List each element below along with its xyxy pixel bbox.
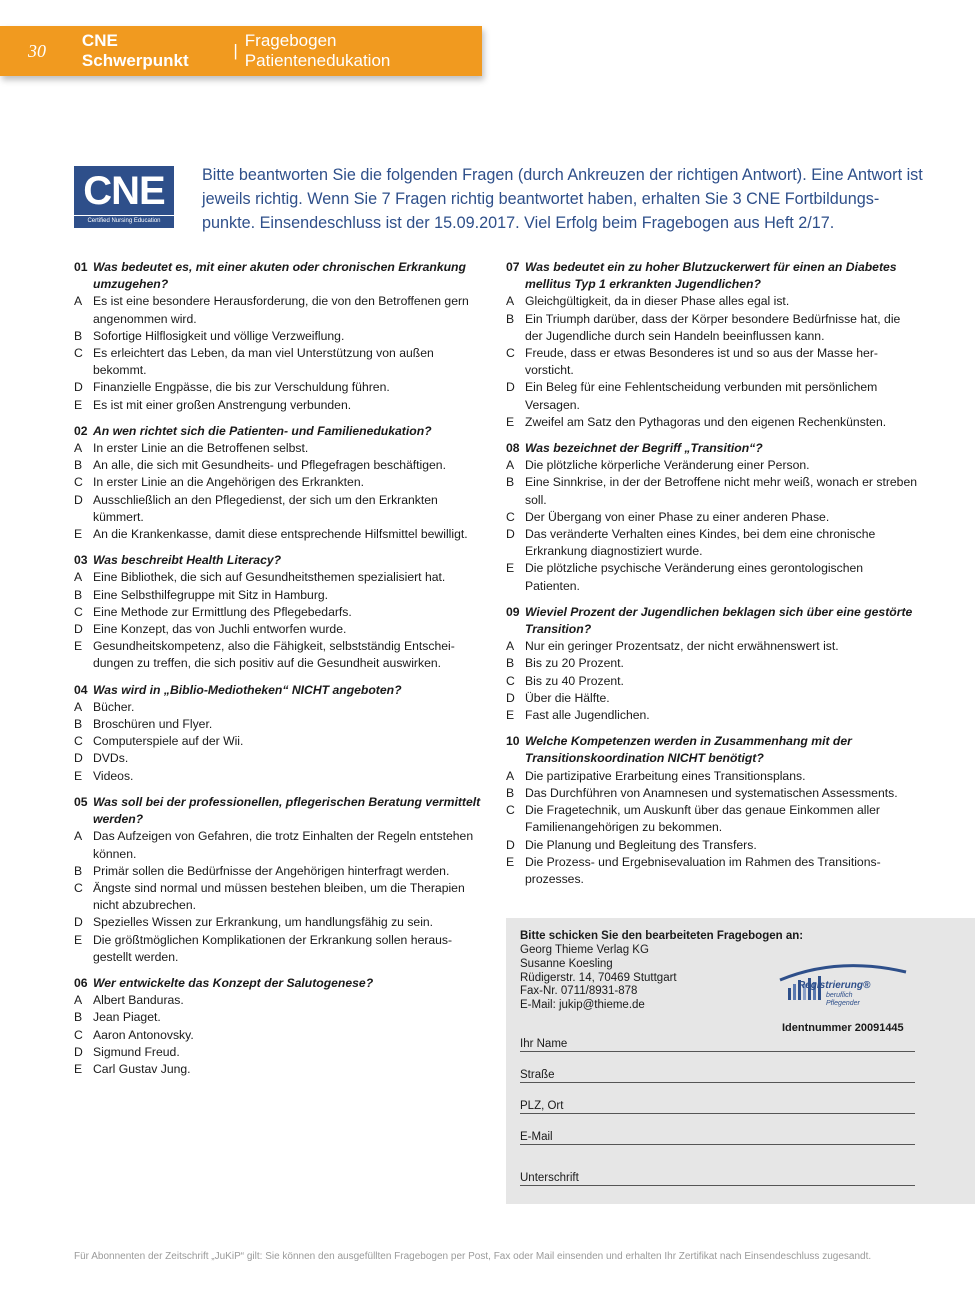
- question-heading: [74, 794, 486, 828]
- answer-option[interactable]: [506, 638, 918, 655]
- cne-logo-subtext: Certified Nursing Education: [74, 215, 174, 224]
- answer-option[interactable]: [74, 328, 486, 345]
- option-letter: B: [74, 717, 83, 732]
- question: [506, 440, 918, 595]
- name-field[interactable]: [520, 1038, 915, 1052]
- question-text: Wer entwickelte das Konzept der Salutogenese?: [93, 975, 374, 990]
- option-text: Ängste sind normal und müssen bestehen bleiben, um die Therapien nicht abzubrechen.: [93, 880, 465, 913]
- question-text: Was bedeutet ein zu hoher Blutzuckerwert für einen an Diabetes mellitus Typ 1 erkrankten Jugendlichen?: [525, 260, 897, 292]
- question-number: 02: [74, 423, 88, 438]
- option-text: Ein Beleg für eine Fehlentscheidung verbunden mit persönlichem Versagen.: [525, 380, 878, 412]
- question-heading: [506, 440, 918, 457]
- answer-option[interactable]: [74, 768, 486, 785]
- form-address: [520, 944, 677, 1013]
- option-letter: E: [506, 854, 515, 869]
- question-text: An wen richtet sich die Patienten- und Familienedukation?: [93, 423, 432, 438]
- option-text: Eine Konzept, das von Juchli entworfen wurde.: [93, 622, 347, 637]
- answer-option[interactable]: [74, 587, 486, 604]
- option-text: Es ist mit einer großen Anstrengung verbunden.: [93, 397, 352, 412]
- option-text: Der Übergang von einer Phase zu einer anderen Phase.: [525, 509, 830, 524]
- answer-option[interactable]: [74, 621, 486, 638]
- option-letter: A: [506, 768, 515, 783]
- option-text: Eine Methode zur Ermittlung des Pflegebedarfs.: [93, 604, 352, 619]
- option-text: Das veränderte Verhalten eines Kindes, bei dem eine chronische Erkrankung diagnostiziert wurde.: [525, 527, 876, 559]
- question: [506, 733, 918, 888]
- answer-option[interactable]: [74, 716, 486, 733]
- option-text: Finanzielle Engpässe, die bis zur Verschuldung führen.: [93, 380, 390, 395]
- answer-option[interactable]: [74, 699, 486, 716]
- option-text: Broschüren und Flyer.: [93, 717, 213, 732]
- option-letter: E: [506, 414, 515, 429]
- option-letter: D: [506, 837, 515, 852]
- option-letter: D: [74, 492, 83, 507]
- option-text: Es erleichtert das Leben, da man viel Unterstützung von außen bekommt.: [93, 346, 434, 378]
- option-letter: A: [506, 294, 515, 309]
- option-text: Fast alle Jugendlichen.: [525, 708, 650, 723]
- option-letter: C: [506, 803, 515, 818]
- answer-option[interactable]: [74, 1009, 486, 1026]
- question-text: Wieviel Prozent der Jugendlichen beklagen sich über eine gestörte Transition?: [525, 604, 913, 637]
- option-text: Gleichgültigkeit, da in dieser Phase alles egal ist.: [525, 294, 790, 309]
- answer-option[interactable]: [506, 509, 918, 526]
- answer-option[interactable]: [74, 293, 486, 327]
- option-letter: D: [74, 1044, 83, 1059]
- question-heading: [506, 733, 918, 767]
- question: [74, 975, 486, 1078]
- question: [74, 682, 486, 785]
- option-text: Die Planung und Begleitung des Transfers.: [525, 837, 757, 852]
- option-text: DVDs.: [93, 751, 129, 766]
- form-title: Bitte schicken Sie den bearbeiteten Fragebogen an:: [520, 930, 804, 942]
- page-number: 30: [28, 40, 46, 61]
- answer-option[interactable]: [506, 707, 918, 724]
- option-text: Primär sollen die Bedürfnisse der Angehörigen hinterfragt werden.: [93, 863, 450, 878]
- registration-subtitle: [826, 992, 860, 1008]
- answer-option[interactable]: [74, 604, 486, 621]
- question-heading: [74, 682, 486, 699]
- answer-option[interactable]: [506, 768, 918, 785]
- answer-option[interactable]: [74, 526, 486, 543]
- option-text: Die größtmöglichen Komplikationen der Erkrankung sollen heraus-gestellt werden.: [93, 932, 453, 964]
- option-text: Videos.: [93, 768, 134, 783]
- option-letter: B: [74, 1010, 83, 1025]
- option-letter: D: [506, 527, 515, 542]
- email-label: E-Mail: [520, 1131, 553, 1143]
- option-text: Bücher.: [93, 699, 135, 714]
- cne-logo-text: CNE: [83, 168, 165, 213]
- option-text: Eine Selbsthilfegruppe mit Sitz in Hamburg.: [93, 587, 329, 602]
- questions-left-column: [74, 259, 486, 1087]
- option-text: Über die Hälfte.: [525, 690, 610, 705]
- question-number: 10: [506, 734, 520, 749]
- question-number: 04: [74, 682, 88, 697]
- question-number: 01: [74, 260, 88, 274]
- option-letter: A: [506, 639, 515, 654]
- option-text: Carl Gustav Jung.: [93, 1061, 191, 1076]
- answer-option[interactable]: [74, 932, 486, 966]
- option-letter: C: [74, 475, 83, 490]
- address-line: Rüdigerstr. 14, 70469 Stuttgart: [520, 971, 677, 984]
- question-heading: [74, 259, 486, 293]
- ident-number: Identnummer 20091445: [782, 1022, 904, 1034]
- header-subtitle: Fragebogen Patientenedukation: [244, 31, 391, 70]
- answer-option[interactable]: [74, 638, 486, 672]
- question-text: Was soll bei der professionellen, pflegerischen Beratung vermittelt werden?: [93, 794, 481, 827]
- answer-option[interactable]: [74, 440, 486, 457]
- answer-option[interactable]: [74, 1061, 486, 1078]
- address-line: E-Mail: jukip@thieme.de: [520, 999, 645, 1012]
- option-letter: D: [74, 622, 83, 637]
- question-number: 05: [74, 794, 88, 809]
- option-text: Spezielles Wissen zur Erkrankung, um handlungsfähig zu sein.: [93, 915, 434, 930]
- answer-option[interactable]: [74, 914, 486, 931]
- intro-text: Bitte beantworten Sie die folgenden Fragen (durch Ankreuzen der richtigen Antwort). Eine Antwort ist jeweils richtig. Wenn Sie 7 Fragen richtig beantwortet haben, erhalten Sie 3 CNE Fortbildungs-punkte. Einsendeschluss ist der 15.09.2017. Viel Erfolg beim Fragebogen aus Heft 2/17.: [202, 166, 923, 232]
- submission-form: [506, 918, 975, 1204]
- option-letter: E: [74, 1061, 83, 1076]
- email-field[interactable]: [520, 1131, 915, 1145]
- option-text: Die plötzliche psychische Veränderung eines gerontologischen Patienten.: [525, 561, 864, 593]
- city-field[interactable]: [520, 1100, 915, 1114]
- registration-sub-line: beruflich: [826, 992, 853, 999]
- option-letter: B: [74, 587, 83, 602]
- answer-option[interactable]: [506, 311, 918, 345]
- option-text: Eine Sinnkrise, in der der Betroffene nicht mehr weiß, wonach er streben soll.: [525, 475, 918, 507]
- option-text: Die partizipative Erarbeitung eines Transitionsplans.: [525, 768, 806, 783]
- question-heading: [506, 259, 918, 293]
- option-letter: B: [74, 328, 83, 343]
- option-letter: A: [74, 294, 83, 309]
- answer-option[interactable]: [506, 457, 918, 474]
- question-text: Was beschreibt Health Literacy?: [93, 553, 282, 568]
- option-text: Die Prozess- und Ergebnisevaluation im Rahmen des Transitions-prozesses.: [525, 854, 881, 886]
- option-letter: C: [506, 346, 515, 361]
- question-text: Was bedeutet es, mit einer akuten oder chronischen Erkrankung umzugehen?: [93, 260, 466, 292]
- answer-option[interactable]: [506, 526, 918, 560]
- question-number: 07: [506, 260, 520, 274]
- option-letter: D: [74, 751, 83, 766]
- answer-option[interactable]: [506, 293, 918, 310]
- option-text: Zweifel am Satz den Pythagoras und den eigenen Rechenkünsten.: [525, 414, 887, 429]
- option-text: In erster Linie an die Angehörigen des Erkrankten.: [93, 475, 365, 490]
- option-letter: B: [74, 458, 83, 473]
- answer-option[interactable]: [506, 345, 918, 379]
- option-letter: D: [506, 380, 515, 395]
- option-text: Sofortige Hilflosigkeit und völlige Verzweiflung.: [93, 328, 345, 343]
- answer-option[interactable]: [74, 457, 486, 474]
- option-text: An die Krankenkasse, damit diese entsprechende Hilfsmittel bewilligt.: [93, 527, 468, 542]
- answer-option[interactable]: [506, 802, 918, 836]
- option-letter: A: [74, 570, 83, 585]
- option-letter: D: [74, 380, 83, 395]
- option-letter: C: [74, 1027, 83, 1042]
- question: [74, 794, 486, 966]
- question-number: 09: [506, 604, 520, 619]
- option-text: Das Durchführen von Anamnesen und systematischen Assessments.: [525, 785, 898, 800]
- option-text: Es ist eine besondere Herausforderung, die von den Betroffenen gern angenommen wird.: [93, 294, 469, 326]
- option-letter: E: [74, 932, 83, 947]
- option-text: Jean Piaget.: [93, 1010, 161, 1025]
- question-heading: [74, 975, 486, 992]
- question-heading: [74, 552, 486, 569]
- option-text: Die plötzliche körperliche Veränderung einer Person.: [525, 458, 810, 473]
- registration-sub-line: Pflegender: [826, 1000, 860, 1007]
- option-text: Nur ein geringer Prozentsatz, der nicht erwähnenswert ist.: [525, 639, 839, 654]
- option-text: An alle, die sich mit Gesundheits- und Pflegefragen beschäftigen.: [93, 458, 446, 473]
- answer-option[interactable]: [506, 854, 918, 888]
- option-letter: C: [506, 673, 515, 688]
- option-text: Ein Triumph darüber, dass der Körper besondere Bedürfnisse hat, die der Jugendliche durch sein Handeln beeinflussen kann.: [525, 311, 901, 343]
- footer-note: Für Abonnenten der Zeitschrift „JuKiP“ gilt: Sie können den ausgefüllten Fragebogen per Post, Fax oder Mail einsenden und erhalten Ihr Zertifikat nach Einsendeschluss zugesandt.: [74, 1251, 872, 1262]
- option-text: Eine Bibliothek, die sich auf Gesundheitsthemen spezialisiert hat.: [93, 570, 446, 585]
- question-number: 03: [74, 553, 88, 568]
- option-text: Sigmund Freud.: [93, 1044, 180, 1059]
- option-text: Bis zu 40 Prozent.: [525, 673, 624, 688]
- question-text: Welche Kompetenzen werden in Zusammenhang mit der Transitionskoordination NICHT benötigt?: [525, 734, 852, 766]
- option-letter: C: [74, 604, 83, 619]
- option-text: Aaron Antonovsky.: [93, 1027, 194, 1042]
- option-letter: D: [74, 915, 83, 930]
- answer-option[interactable]: [74, 345, 486, 379]
- answer-option[interactable]: [506, 655, 918, 672]
- option-text: In erster Linie an die Betroffenen selbst.: [93, 441, 309, 456]
- answer-option[interactable]: [506, 560, 918, 594]
- option-letter: B: [74, 863, 83, 878]
- option-text: Das Aufzeigen von Gefahren, die trotz Einhalten der Regeln entstehen können.: [93, 829, 474, 861]
- answer-option[interactable]: [74, 863, 486, 880]
- question: [506, 604, 918, 724]
- answer-option[interactable]: [74, 379, 486, 396]
- answer-option[interactable]: [506, 414, 918, 431]
- signature-field[interactable]: [520, 1172, 915, 1186]
- option-letter: E: [506, 561, 515, 576]
- option-letter: B: [506, 311, 515, 326]
- option-letter: C: [506, 509, 515, 524]
- option-letter: B: [506, 785, 515, 800]
- answer-option[interactable]: [506, 673, 918, 690]
- option-letter: B: [506, 475, 515, 490]
- address-line: Georg Thieme Verlag KG: [520, 944, 649, 956]
- cne-logo: [74, 166, 174, 228]
- answer-option[interactable]: [506, 837, 918, 854]
- answer-option[interactable]: [74, 569, 486, 586]
- option-text: Computerspiele auf der Wii.: [93, 734, 244, 749]
- street-label: Straße: [520, 1069, 555, 1081]
- option-letter: E: [74, 639, 83, 654]
- option-text: Die Fragetechnik, um Auskunft über das genaue Einkommen aller Familienangehörigen zu bekommen.: [525, 803, 880, 835]
- option-text: Ausschließlich an den Pflegedienst, der sich um den Erkrankten kümmert.: [93, 492, 438, 524]
- question: [74, 552, 486, 672]
- answer-option[interactable]: [74, 992, 486, 1009]
- answer-option[interactable]: [74, 1044, 486, 1061]
- option-text: Freude, dass er etwas Besonderes ist und so aus der Masse her-vorsticht.: [525, 346, 878, 378]
- question-number: 08: [506, 441, 520, 456]
- answer-option[interactable]: [74, 492, 486, 526]
- option-letter: E: [74, 768, 83, 783]
- option-letter: D: [506, 690, 515, 705]
- option-letter: C: [74, 880, 83, 895]
- signature-label: Unterschrift: [520, 1172, 579, 1184]
- option-text: Albert Banduras.: [93, 993, 184, 1008]
- question-text: Was bezeichnet der Begriff „Transition“?: [525, 441, 763, 456]
- answer-option[interactable]: [506, 690, 918, 707]
- option-letter: A: [74, 993, 83, 1008]
- header-bar: [0, 26, 482, 76]
- address-line: Susanne Koesling: [520, 957, 613, 970]
- answer-option[interactable]: [74, 880, 486, 914]
- option-letter: E: [506, 708, 515, 723]
- answer-option[interactable]: [506, 379, 918, 413]
- option-letter: A: [74, 441, 83, 456]
- option-letter: B: [506, 656, 515, 671]
- answer-option[interactable]: [74, 733, 486, 750]
- option-letter: E: [74, 527, 83, 542]
- registration-title: Registrierung®: [798, 980, 871, 991]
- option-letter: E: [74, 397, 83, 412]
- answer-option[interactable]: [74, 828, 486, 862]
- question-number: 06: [74, 975, 88, 990]
- answer-option[interactable]: [74, 750, 486, 767]
- street-field[interactable]: [520, 1069, 915, 1083]
- answer-option[interactable]: [506, 785, 918, 802]
- question: [74, 259, 486, 414]
- option-letter: C: [74, 734, 83, 749]
- header-title: CNE Schwerpunkt: [81, 31, 189, 70]
- question-text: Was wird in „Biblio-Mediotheken“ NICHT angeboten?: [93, 682, 402, 697]
- option-letter: A: [506, 458, 515, 473]
- question-heading: [74, 423, 486, 440]
- city-label: PLZ, Ort: [520, 1100, 564, 1112]
- header-separator: |: [233, 41, 238, 60]
- option-text: Bis zu 20 Prozent.: [525, 656, 624, 671]
- answer-option[interactable]: [74, 1027, 486, 1044]
- option-letter: A: [74, 829, 83, 844]
- option-letter: A: [74, 699, 83, 714]
- option-letter: C: [74, 346, 83, 361]
- answer-option[interactable]: [74, 474, 486, 491]
- answer-option[interactable]: [506, 474, 918, 508]
- answer-option[interactable]: [74, 397, 486, 414]
- question: [74, 423, 486, 543]
- address-line: Fax-Nr. 0711/8931-878: [520, 985, 638, 998]
- question: [506, 259, 918, 431]
- question-heading: [506, 604, 918, 638]
- questions-right-column: [506, 259, 918, 897]
- option-text: Gesundheitskompetenz, also die Fähigkeit, selbstständig Entschei-dungen zu treffen, die sich positiv auf die Gesundheit auswirken.: [93, 639, 455, 671]
- name-label: Ihr Name: [520, 1038, 568, 1050]
